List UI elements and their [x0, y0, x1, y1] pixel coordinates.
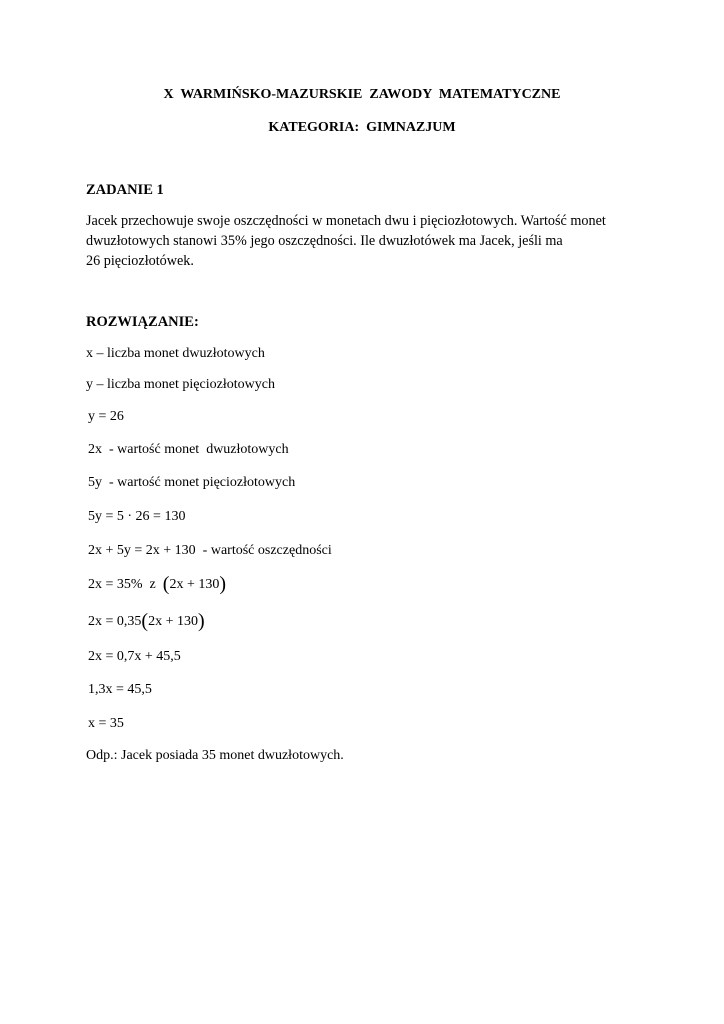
- equation-8: 2x = 0,7x + 45,5: [88, 649, 181, 664]
- variable-y-definition: y – liczba monet pięciozłotowych: [86, 377, 275, 392]
- task-line-1: Jacek przechowuje swoje oszczędności w monetach dwu i pięciozłotowych. Wartość monet: [86, 213, 606, 229]
- equation-10: x = 35: [88, 716, 124, 731]
- equation-6-open-paren: (: [162, 573, 170, 595]
- equation-6: [88, 573, 227, 595]
- variable-x-definition: x – liczba monet dwuzłotowych: [86, 346, 265, 361]
- equation-5: 2x + 5y = 2x + 130 - wartość oszczędności: [88, 543, 332, 558]
- equation-7: [88, 610, 205, 632]
- equation-7-left: 2x = 0,35: [88, 614, 142, 629]
- equation-9: 1,3x = 45,5: [88, 682, 152, 697]
- solution-heading: ROZWIĄZANIE:: [86, 314, 199, 330]
- equation-4: 5y = 5 · 26 = 130: [88, 509, 186, 524]
- equation-7-inner: 2x + 130: [148, 614, 198, 629]
- answer-text: Odp.: Jacek posiada 35 monet dwuzłotowych.: [86, 748, 344, 763]
- task-line-2: dwuzłotowych stanowi 35% jego oszczędności. Ile dwuzłotówek ma Jacek, jeśli ma: [86, 233, 563, 249]
- equation-7-close-paren: ): [197, 610, 205, 632]
- equation-1: y = 26: [88, 409, 124, 424]
- competition-title: X WARMIŃSKO-MAZURSKIE ZAWODY MATEMATYCZNE: [163, 87, 561, 102]
- equation-6-left: 2x = 35% z: [88, 577, 163, 592]
- task-line-3: 26 pięciozłotówek.: [86, 253, 194, 269]
- equation-6-close-paren: ): [219, 573, 227, 595]
- equation-6-inner: 2x + 130: [169, 577, 220, 592]
- task-text: [86, 211, 646, 271]
- category-title: KATEGORIA: GIMNAZJUM: [268, 120, 456, 135]
- task-heading: ZADANIE 1: [86, 182, 164, 198]
- equation-2: 2x - wartość monet dwuzłotowych: [88, 442, 289, 457]
- equation-3: 5y - wartość monet pięciozłotowych: [88, 475, 296, 490]
- equation-7-open-paren: (: [141, 610, 149, 632]
